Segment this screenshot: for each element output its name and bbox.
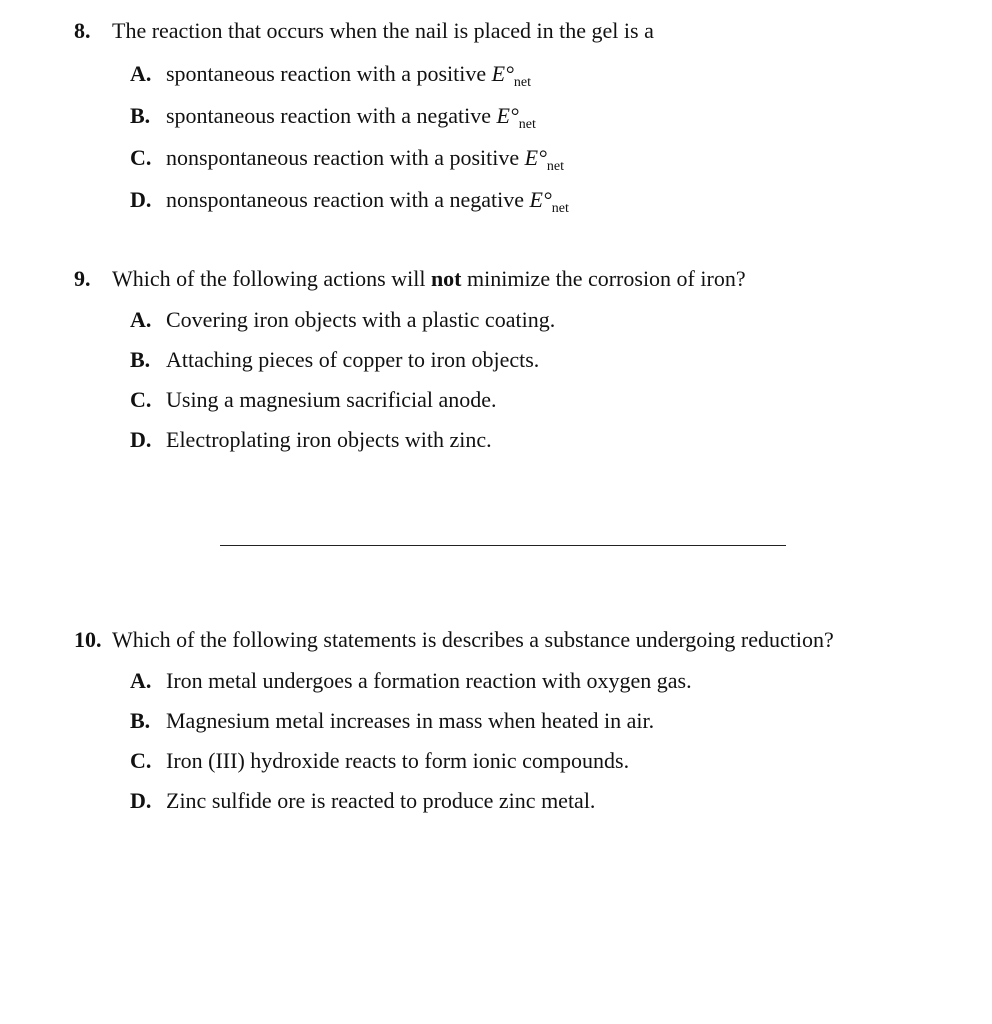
subscript: net [546, 159, 565, 174]
e-symbol: E° [524, 145, 547, 170]
option-8c[interactable] [130, 145, 565, 174]
e-symbol: E° [491, 61, 514, 86]
option-text: Iron metal undergoes a formation reaction with oxygen gas. [166, 668, 692, 693]
option-letter: D. [130, 187, 152, 212]
option-8d[interactable] [130, 187, 569, 216]
option-letter: D. [130, 427, 152, 452]
option-letter: B. [130, 708, 151, 733]
question-stem-emphasis: not [430, 266, 462, 291]
option-9a[interactable] [130, 307, 555, 333]
option-text: Zinc sulfide ore is reacted to produce zinc metal. [166, 788, 596, 813]
question-stem-end: minimize the corrosion of iron? [461, 266, 746, 291]
option-10d[interactable] [130, 788, 595, 814]
option-text: Attaching pieces of copper to iron objects. [166, 347, 540, 372]
option-letter: B. [130, 103, 151, 128]
subscript: net [551, 201, 569, 216]
option-letter: C. [130, 387, 152, 412]
option-text: nonspontaneous reaction with a negative [166, 187, 530, 212]
option-letter: C. [130, 145, 152, 170]
option-10a[interactable] [130, 668, 692, 694]
question-9 [74, 266, 746, 292]
subscript: net [513, 75, 532, 90]
question-number: 10. [74, 627, 102, 652]
question-stem: Which of the following statements is describes a substance undergoing reduction? [112, 627, 834, 652]
option-8b[interactable] [130, 103, 536, 132]
question-number: 9. [74, 266, 91, 291]
question-number: 8. [74, 18, 91, 43]
option-letter: D. [130, 788, 152, 813]
option-text: Iron (III) hydroxide reacts to form ionic compounds. [166, 748, 630, 773]
section-divider [220, 545, 786, 546]
option-9d[interactable] [130, 427, 492, 453]
option-10b[interactable] [130, 708, 654, 734]
question-10 [74, 627, 834, 653]
option-text: Using a magnesium sacrificial anode. [166, 387, 497, 412]
option-8a[interactable] [130, 61, 532, 90]
question-stem: The reaction that occurs when the nail is placed in the gel is a [112, 18, 654, 43]
option-text: spontaneous reaction with a negative [166, 103, 497, 128]
e-symbol: E° [529, 187, 552, 212]
option-text: Electroplating iron objects with zinc. [166, 427, 492, 452]
question-stem-start: Which of the following actions will [112, 266, 431, 291]
e-symbol: E° [496, 103, 519, 128]
option-letter: B. [130, 347, 151, 372]
option-9b[interactable] [130, 347, 539, 373]
option-text: spontaneous reaction with a positive [166, 61, 492, 86]
option-text: Covering iron objects with a plastic coating. [166, 307, 556, 332]
subscript: net [518, 117, 536, 132]
option-letter: A. [130, 61, 152, 86]
question-8 [74, 18, 654, 44]
option-text: Magnesium metal increases in mass when heated in air. [166, 708, 655, 733]
option-text: nonspontaneous reaction with a positive [166, 145, 525, 170]
option-letter: C. [130, 748, 152, 773]
option-letter: A. [130, 668, 152, 693]
option-letter: A. [130, 307, 152, 332]
option-10c[interactable] [130, 748, 629, 774]
option-9c[interactable] [130, 387, 497, 413]
